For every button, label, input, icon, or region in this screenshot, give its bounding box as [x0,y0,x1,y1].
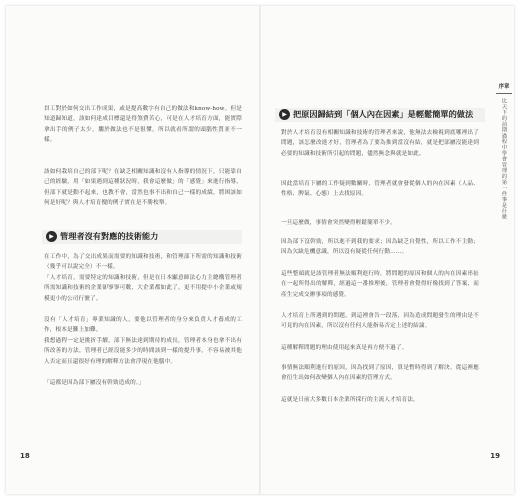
chapter-label: 序章 [496,82,512,94]
left-page-number: 18 [20,452,30,460]
book-spread [6,6,514,494]
left-page [6,6,259,494]
right-section-paragraph-4: 因為部下沒幹勁，所以進不到我的要求；因為缺乏自覺性，所以工作不主動；因為欠缺危機意識，所以沒有疑從任何行動……。 [281,239,479,256]
right-section-paragraph-5: 這些整頭就是該管理者無法順利進行時，將問題的原因和個人的內在因素串扯在一起所得出的解釋，經過這一番推理後，管理者會覺得好像找到了答案，而產生完成交辦事項的感覺。 [281,271,479,298]
right-section-paragraph-3: 一旦這麼做，事情會突然變得輕鬆簡單不少。 [281,220,396,226]
chapter-side-title: 比天下的前期過程中學會管理的第一件事是什麼 [501,98,507,220]
left-section-paragraph-4: 我想過程一定是挑折手續，部下無法達到期待的成長，管理者本身也拿不出有所改善的方法，管理者已經沒能多少的時間該到一樣的提升事，不容易被其他人否定而且還很好有理的解釋方法會浮現在他腦中。 [44,338,242,365]
right-page-number: 19 [490,452,500,460]
left-section-heading [46,231,158,242]
right-section-paragraph-9: 這就是日前大多數日本企業所採行的主流人才培育法。 [281,397,419,403]
right-section-paragraph-1: 對於人才培育沒有相關知識和技術的管理者來說，他無法去檢視到底哪裡出了問題，該怎麼改進才好，管理者為了要為推到當沒有結，就是把部屬沒能達到必要的知識和技術所引起的問題，儘然無念與就是如此。 [281,130,479,157]
left-section-paragraph-5: 「這都是因為部下屬沒有幹勁造成的。」 [44,380,145,386]
right-section-title: 把原因歸結到「個人內在因素」是輕鬆簡單的做法 [293,109,474,119]
right-section-paragraph-2: 因此當培育下屬的工作疑到數關時，管理者就會發從個人的內在因素（人品、性格、脾氣、心態）上去找原因。 [281,181,479,198]
right-page [261,6,514,494]
left-section-paragraph-2: 「人才培育，需要特定的知識和技術，但是在日本顯意師法心力主總構管理者所需知識和技術的企業卻寥寥可數，大企業都如此了，更不用提中小企業或規模更小的公司行號了。 [44,275,242,302]
left-section-title: 管理者沒有對應的技術能力 [60,231,159,241]
right-section-paragraph-6: 人才培育上所遇到的問題，到這裡會告一段落，因為造成問題發生的理由是不可見的內在因素，所以沒有任何人能指易否定上述的結論。 [281,313,479,330]
chapter-side-tab [494,82,514,232]
left-intro-paragraph-1: 員工對於如何交出工作成果，或是提高數字有自己的做法和know-how。但是知道歸知道，該如何達成目標還是得煞費苦心，可是在人才培育方面，能實際拿出手的例子太少，擱於做法也不是很懂，所以就看所謂的頭腦性質並不一樣。 [44,106,242,143]
right-section-paragraph-8: 事情無法順利進行的原因，因為找到了原因，算是暫時得到了解決。從這裡應會衍生出如何改變個人內在因素的管理方式。 [281,365,479,382]
play-arrow-icon: ▶ [46,231,57,242]
right-section-paragraph-7: 這種解釋問題的理由使用起來真是再方便不過了。 [281,345,408,351]
left-intro-paragraph-2: 該如何栽培自己的部下呢？在缺乏相關知識和沒有人指導的情況下，只能靠自己的經驗，用「如果遇到這種狀況時，我會這麼做」的「感覺」來進行指導，但部下就是動不起來，也教不會，當然也事不出和自己一樣的成績，將困該如何是好呢？與人才培育攪的例子實在是不勝枚舉。 [44,169,242,206]
left-section-paragraph-3: 沒有「人才培育」專業知識的人，要他以管理者的身分來負責人才養成的工作，根本是難上加難。 [44,317,242,334]
play-arrow-icon: ▶ [279,109,290,120]
left-section-paragraph-1: 在工作中，為了交出成果而需要的知識和技術，和管理部下所需的知識和技術（幾乎可以說完全）不一樣。 [44,254,242,271]
right-section-heading [279,109,473,120]
